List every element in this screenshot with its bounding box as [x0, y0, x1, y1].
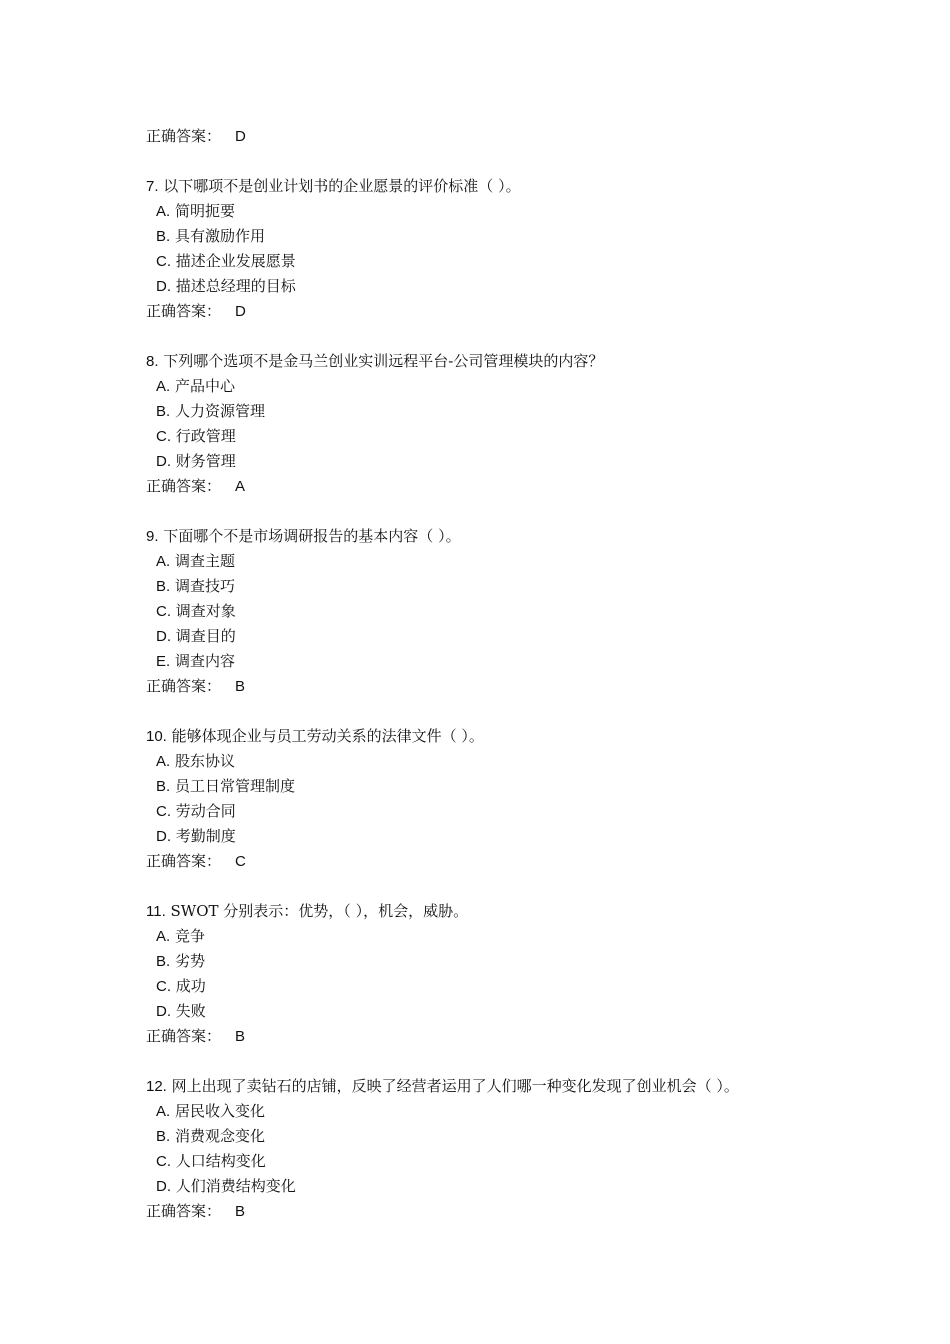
option-text: 调查技巧: [174, 577, 235, 595]
option-a: [146, 924, 906, 949]
answer-label: 正确答案：: [146, 1202, 222, 1220]
option-letter: C.: [156, 978, 171, 995]
option-letter: B.: [156, 578, 171, 595]
answer-label: 正确答案：: [146, 302, 222, 320]
option-d: [146, 824, 906, 849]
option-letter: D.: [156, 453, 171, 470]
option-b: [146, 1124, 906, 1149]
option-c: [146, 599, 906, 624]
option-a: [146, 374, 906, 399]
answer-label: 正确答案：: [146, 852, 222, 870]
question-number: 12.: [146, 1078, 167, 1095]
option-text: 行政管理: [175, 427, 236, 445]
option-text: 调查目的: [175, 627, 236, 645]
answer-line: [146, 849, 906, 874]
option-text: 简明扼要: [174, 202, 235, 220]
spacer: [146, 149, 906, 174]
option-letter: A.: [156, 928, 171, 945]
option-letter: B.: [156, 778, 171, 795]
option-letter: C.: [156, 803, 171, 820]
question-title: [146, 724, 906, 749]
question-text: 以下哪项不是创业计划书的企业愿景的评价标准（ ）。: [163, 177, 521, 195]
option-letter: D.: [156, 1003, 171, 1020]
option-letter: A.: [156, 753, 171, 770]
answer-value: D: [235, 303, 246, 320]
answer-value: B: [235, 1028, 246, 1045]
option-d: [146, 624, 906, 649]
question-text: 网上出现了卖钻石的店铺，反映了经营者运用了人们哪一种变化发现了创业机会（ ）。: [171, 1077, 739, 1095]
option-a: [146, 749, 906, 774]
answer-label: 正确答案：: [146, 677, 222, 695]
option-c: [146, 799, 906, 824]
question-8: [146, 349, 906, 499]
answer-value: A: [235, 478, 246, 495]
option-b: [146, 574, 906, 599]
question-9: [146, 524, 906, 699]
option-text: 调查内容: [174, 652, 235, 670]
option-d: [146, 999, 906, 1024]
answer-line: [146, 299, 906, 324]
option-c: [146, 424, 906, 449]
option-text: 调查对象: [175, 602, 236, 620]
answer-label: 正确答案：: [146, 127, 222, 145]
option-letter: D.: [156, 828, 171, 845]
option-text: 成功: [175, 977, 206, 995]
question-10: [146, 724, 906, 874]
option-text: 员工日常管理制度: [174, 777, 295, 795]
option-text: 失败: [175, 1002, 206, 1020]
option-e: [146, 649, 906, 674]
answer-label: 正确答案：: [146, 477, 222, 495]
option-text: 劳动合同: [175, 802, 236, 820]
option-c: [146, 974, 906, 999]
option-b: [146, 399, 906, 424]
option-text: 描述总经理的目标: [175, 277, 296, 295]
question-number: 9.: [146, 528, 159, 545]
option-c: [146, 1149, 906, 1174]
option-letter: E.: [156, 653, 171, 670]
question-title: [146, 349, 906, 374]
spacer: [146, 874, 906, 899]
question-11: [146, 899, 906, 1049]
question-12: [146, 1074, 906, 1224]
spacer: [146, 699, 906, 724]
option-letter: A.: [156, 553, 171, 570]
answer-value: D: [235, 128, 246, 145]
option-text: 劣势: [174, 952, 205, 970]
question-title: [146, 899, 906, 924]
question-text: SWOT 分别表示：优势，（ ），机会，威胁。: [170, 902, 469, 920]
option-text: 产品中心: [174, 377, 235, 395]
answer-line: [146, 674, 906, 699]
option-text: 财务管理: [175, 452, 236, 470]
option-b: [146, 949, 906, 974]
question-title: [146, 1074, 906, 1099]
answer-value: B: [235, 1203, 246, 1220]
option-letter: D.: [156, 628, 171, 645]
question-number: 10.: [146, 728, 167, 745]
spacer: [146, 324, 906, 349]
option-letter: B.: [156, 1128, 171, 1145]
option-text: 具有激励作用: [174, 227, 265, 245]
option-letter: A.: [156, 203, 171, 220]
answer-value: C: [235, 853, 246, 870]
option-b: [146, 774, 906, 799]
option-letter: C.: [156, 603, 171, 620]
question-number: 7.: [146, 178, 159, 195]
option-d: [146, 274, 906, 299]
option-letter: C.: [156, 253, 171, 270]
document-page: [146, 124, 906, 1224]
option-a: [146, 1099, 906, 1124]
option-letter: A.: [156, 1103, 171, 1120]
answer-line: [146, 1024, 906, 1049]
answer-line: [146, 474, 906, 499]
option-text: 消费观念变化: [174, 1127, 265, 1145]
option-c: [146, 249, 906, 274]
option-text: 人们消费结构变化: [175, 1177, 296, 1195]
option-text: 竞争: [174, 927, 205, 945]
question-text: 下列哪个选项不是金马兰创业实训远程平台-公司管理模块的内容？: [163, 352, 604, 370]
question-title: [146, 524, 906, 549]
option-letter: B.: [156, 228, 171, 245]
question-7: [146, 174, 906, 324]
option-letter: C.: [156, 428, 171, 445]
option-d: [146, 1174, 906, 1199]
option-text: 调查主题: [174, 552, 235, 570]
option-text: 居民收入变化: [174, 1102, 265, 1120]
answer-line: [146, 1199, 906, 1224]
option-a: [146, 549, 906, 574]
option-letter: A.: [156, 378, 171, 395]
option-a: [146, 199, 906, 224]
spacer: [146, 499, 906, 524]
option-text: 描述企业发展愿景: [175, 252, 296, 270]
question-text: 下面哪个不是市场调研报告的基本内容（ ）。: [163, 527, 461, 545]
spacer: [146, 1049, 906, 1074]
answer-value: B: [235, 678, 246, 695]
question-number: 8.: [146, 353, 159, 370]
option-letter: D.: [156, 278, 171, 295]
option-text: 考勤制度: [175, 827, 236, 845]
option-letter: C.: [156, 1153, 171, 1170]
option-letter: B.: [156, 403, 171, 420]
option-letter: D.: [156, 1178, 171, 1195]
option-text: 股东协议: [174, 752, 235, 770]
answer-line: [146, 124, 906, 149]
option-d: [146, 449, 906, 474]
question-title: [146, 174, 906, 199]
question-number: 11.: [146, 903, 166, 920]
option-b: [146, 224, 906, 249]
option-text: 人口结构变化: [175, 1152, 266, 1170]
answer-label: 正确答案：: [146, 1027, 222, 1045]
option-text: 人力资源管理: [174, 402, 265, 420]
option-letter: B.: [156, 953, 171, 970]
question-text: 能够体现企业与员工劳动关系的法律文件（ ）。: [171, 727, 484, 745]
